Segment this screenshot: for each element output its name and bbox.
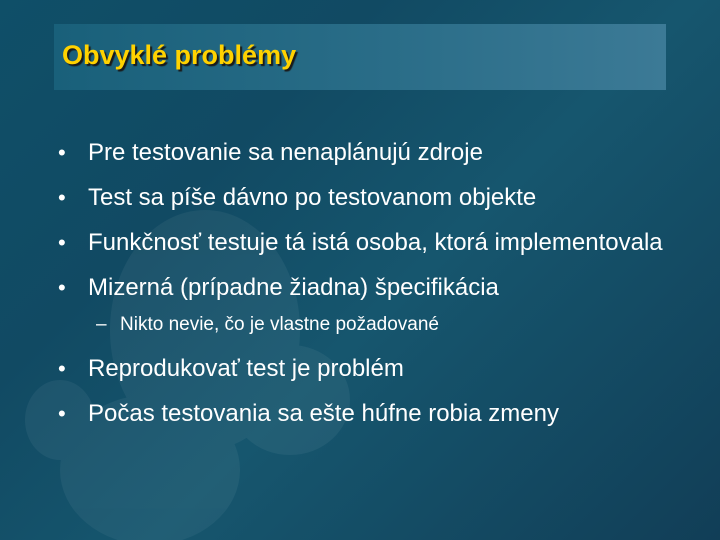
bullet-icon: • [58, 185, 66, 210]
bullet-text: Test sa píše dávno po testovanom objekte [88, 184, 537, 211]
bullet-icon: • [58, 401, 66, 426]
bullet-item [56, 397, 676, 431]
bullet-text: Mizerná (prípadne žiadna) špecifikácia [88, 274, 499, 301]
bullet-icon: • [58, 275, 66, 300]
sub-bullet-text: Nikto nevie, čo je vlastne požadované [120, 314, 439, 335]
bullet-icon: • [58, 356, 66, 381]
bullet-icon: • [58, 140, 66, 165]
title-bar [54, 24, 666, 90]
bullet-text: Pre testovanie sa nenaplánujú zdroje [88, 139, 483, 166]
bullet-text: Reprodukovať test je problém [88, 355, 404, 382]
bullet-icon: • [58, 230, 66, 255]
sub-bullet-item [56, 310, 676, 340]
bullet-list [56, 136, 676, 442]
bullet-item [56, 352, 676, 386]
bullet-text: Počas testovania sa ešte húfne robia zmeny [88, 400, 559, 427]
bullet-item [56, 181, 676, 215]
bullet-item [56, 136, 676, 170]
bullet-text: Funkčnosť testuje tá istá osoba, ktorá implementovala [88, 229, 663, 256]
slide-title: Obvyklé problémy [62, 40, 297, 70]
bullet-item [56, 271, 676, 305]
bullet-item [56, 226, 676, 260]
dash-icon: – [96, 314, 107, 335]
